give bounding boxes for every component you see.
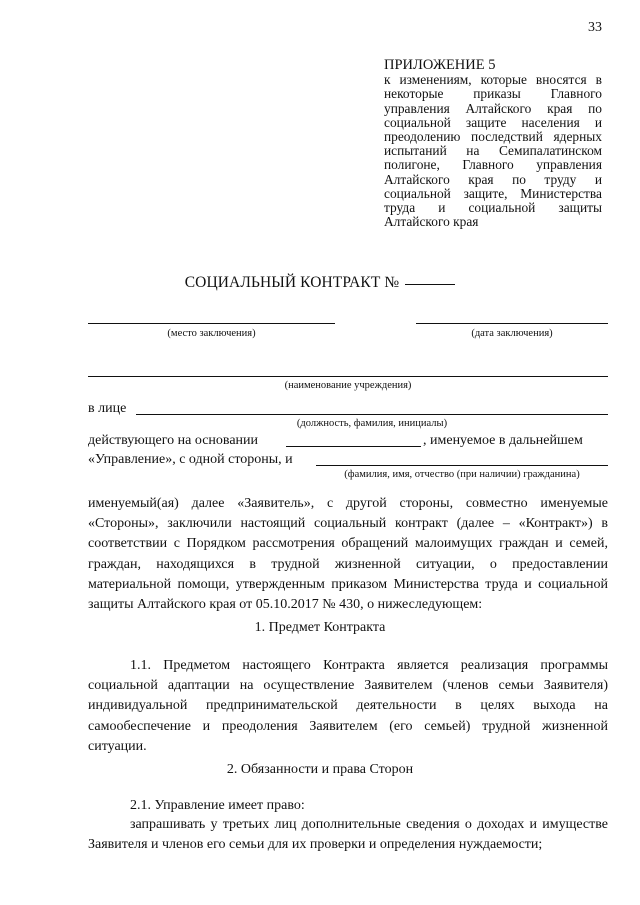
appendix-body: к изменениям, которые вносятся в некоторые приказы Главного управления Алтайского края по социальной защите населения и преодолению последствий ядерных испытаний на Семипалатинском полигоне, Главного управления Алтайского края по труду и социальной защите, Министерства труда и социальной защиты Алтайского края — [384, 72, 602, 230]
section-2-heading: 2. Обязанности и права Сторон — [226, 762, 414, 777]
preamble-paragraph: именуемый(ая) далее «Заявитель», с другой стороны, совместно именуемые «Стороны», заключили настоящий социальный контракт (далее – «Контракт») в соответствии с Порядком рассмотрения обращений малоимущих граждан и семей, граждан, находящихся в трудной жизненной ситуации, о предоставлении материальной помощи, утвержденным приказом Министерства труда и социальной защиты Алтайского края от 05.10.2017 № 430, о нижеследующем: — [88, 496, 608, 613]
contract-title — [0, 274, 640, 292]
date-caption: (дата заключения) — [471, 328, 553, 339]
basis-line[interactable] — [286, 446, 421, 447]
position-line[interactable] — [136, 414, 608, 415]
contract-title-text: СОЦИАЛЬНЫЙ КОНТРАКТ № — [184, 274, 400, 291]
section-1-heading: 1. Предмет Контракта — [254, 620, 386, 635]
in-person-label: в лице — [88, 401, 127, 416]
citizen-line[interactable] — [316, 465, 608, 466]
place-caption: (место заключения) — [167, 328, 256, 339]
management-label: «Управление», с одной стороны, и — [88, 452, 293, 467]
section-2-paragraph-2: запрашивать у третьих лиц дополнительные сведения о доходах и имуществе Заявителя и членов его семьи для их проверки и определения нуждаемости; — [88, 817, 608, 853]
page-number: 33 — [588, 20, 602, 35]
acting-label: действующего на основании — [88, 433, 259, 448]
place-line[interactable] — [88, 323, 335, 324]
appendix-title: ПРИЛОЖЕНИЕ 5 — [384, 57, 496, 73]
appendix-block — [384, 58, 602, 229]
institution-caption: (наименование учреждения) — [284, 380, 412, 391]
section-2-paragraph-1: 2.1. Управление имеет право: — [130, 798, 305, 813]
contract-number-blank[interactable] — [405, 284, 455, 285]
date-line[interactable] — [416, 323, 608, 324]
citizen-caption: (фамилия, имя, отчество (при наличии) гражданина) — [344, 469, 580, 480]
institution-line[interactable] — [88, 376, 608, 377]
position-caption: (должность, фамилия, инициалы) — [296, 418, 448, 429]
section-1-paragraph: 1.1. Предметом настоящего Контракта является реализация программы социальной адаптации на осуществление Заявителем (членов семьи Заявителя) индивидуальной предпринимательской деятельности в целях выхода на самообеспечение и преодоления Заявителем (его семьей) трудной жизненной ситуации. — [88, 658, 608, 754]
hereinafter-label: , именуемое в дальнейшем — [423, 433, 583, 448]
